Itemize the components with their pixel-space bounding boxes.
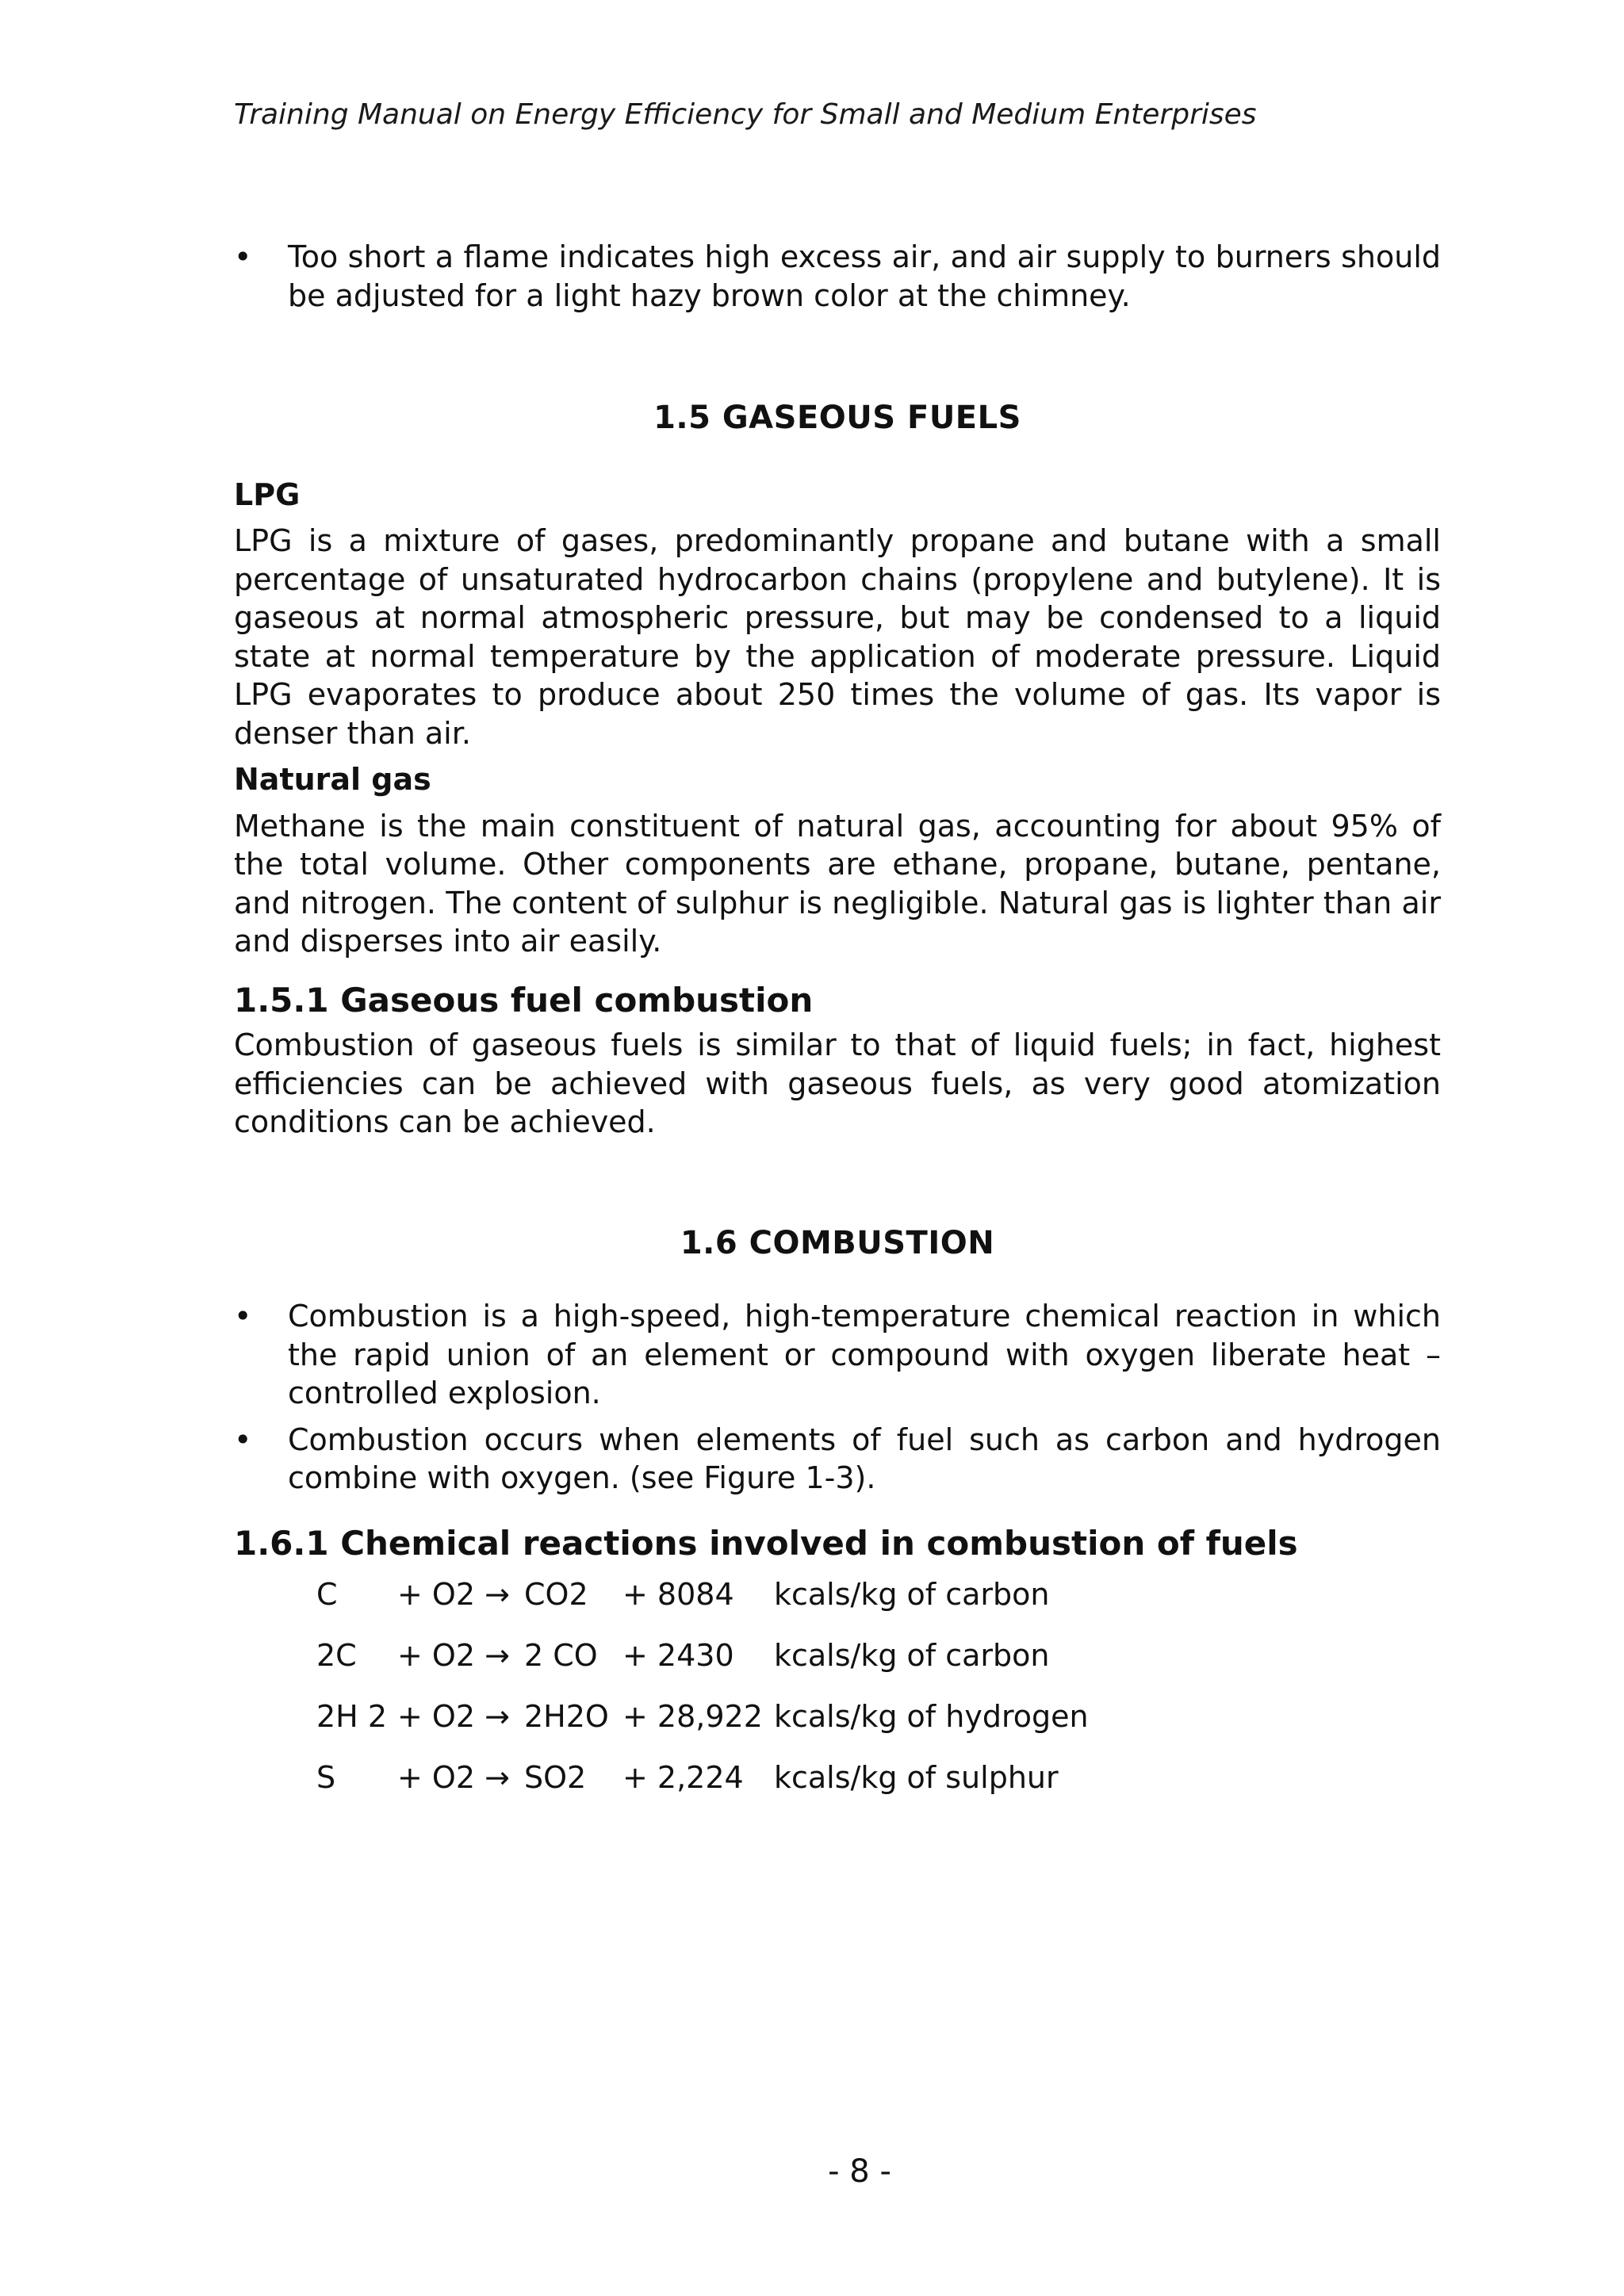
equations-table — [316, 1564, 1089, 1808]
section-heading-combustion: 1.6 COMBUSTION — [680, 1224, 995, 1261]
bullet-text: Combustion occurs when elements of fuel such as carbon and hydrogen combine with oxygen. (see Figure 1-3). — [288, 1422, 1441, 1495]
bullet-icon: • — [234, 1422, 252, 1457]
product: CO2 — [524, 1577, 588, 1613]
section-heading-gaseous-fuels: 1.5 GASEOUS FUELS — [653, 400, 1021, 436]
list-item — [234, 1297, 1441, 1413]
natural-gas-paragraph: Methane is the main constituent of natural gas, accounting for about 95% of the total volume. Other components are ethane, propane, butane, pentane, and nitrogen. The content of sulphur is negligible. Natural gas is lighter than air and disperses into air easily. — [234, 808, 1441, 959]
lpg-paragraph: LPG is a mixture of gases, predominantly propane and butane with a small percentage of unsaturated hydrocarbon chains (propylene and butylene). It is gaseous at normal atmospheric pressure, but may be condensed to a liquid state at normal temperature by the application of moderate pressure. Liquid LPG evaporates to produce about 250 times the volume of gas. Its vapor is denser than air. — [234, 523, 1441, 751]
oxygen-term: + O2 → — [397, 1638, 510, 1674]
subsection-heading-gaseous-fuel-combustion: 1.5.1 Gaseous fuel combustion — [234, 980, 814, 1020]
page-number: - 8 - — [828, 2153, 891, 2190]
heat-unit: kcals/kg of carbon — [774, 1638, 1050, 1674]
bullet-icon: • — [234, 1299, 252, 1334]
heat-value: + 2,224 — [622, 1760, 744, 1796]
reactant: 2H 2 — [316, 1699, 388, 1735]
oxygen-term: + O2 → — [397, 1577, 510, 1613]
equation-row — [316, 1747, 1089, 1808]
product: 2 CO — [524, 1638, 598, 1674]
product: 2H2O — [524, 1699, 609, 1735]
reactant: 2C — [316, 1638, 357, 1674]
oxygen-term: + O2 → — [397, 1699, 510, 1735]
running-header: Training Manual on Energy Efficiency for Small and Medium Enterprises — [234, 98, 1257, 131]
list-item — [234, 238, 1441, 315]
bullet-text: Combustion is a high-speed, high-temperature chemical reaction in which the rapid union of an element or compound with oxygen liberate heat – controlled explosion. — [288, 1299, 1441, 1410]
heat-unit: kcals/kg of hydrogen — [774, 1699, 1089, 1735]
product: SO2 — [524, 1760, 587, 1796]
equation-row — [316, 1686, 1089, 1747]
gaseous-combustion-paragraph: Combustion of gaseous fuels is similar to that of liquid fuels; in fact, highest efficiencies can be achieved with gaseous fuels, as very good atomization conditions can be achieved. — [234, 1027, 1441, 1139]
reactant: C — [316, 1577, 338, 1613]
bullet-text: Too short a flame indicates high excess air, and air supply to burners should be adjusted for a light hazy brown color at the chimney. — [288, 239, 1441, 313]
heat-unit: kcals/kg of sulphur — [774, 1760, 1059, 1796]
oxygen-term: + O2 → — [397, 1760, 510, 1796]
heat-value: + 2430 — [622, 1638, 734, 1674]
heat-value: + 28,922 — [622, 1699, 763, 1735]
bullet-icon: • — [234, 239, 252, 274]
list-item — [234, 1421, 1441, 1498]
heat-unit: kcals/kg of carbon — [774, 1577, 1050, 1613]
equation-row — [316, 1564, 1089, 1625]
lpg-heading: LPG — [234, 476, 301, 512]
natural-gas-heading: Natural gas — [234, 762, 431, 797]
reactant: S — [316, 1760, 336, 1796]
equation-row — [316, 1625, 1089, 1686]
heat-value: + 8084 — [622, 1577, 734, 1613]
subsection-heading-chemical-reactions: 1.6.1 Chemical reactions involved in combustion of fuels — [234, 1523, 1298, 1563]
page-body — [234, 238, 1441, 1808]
